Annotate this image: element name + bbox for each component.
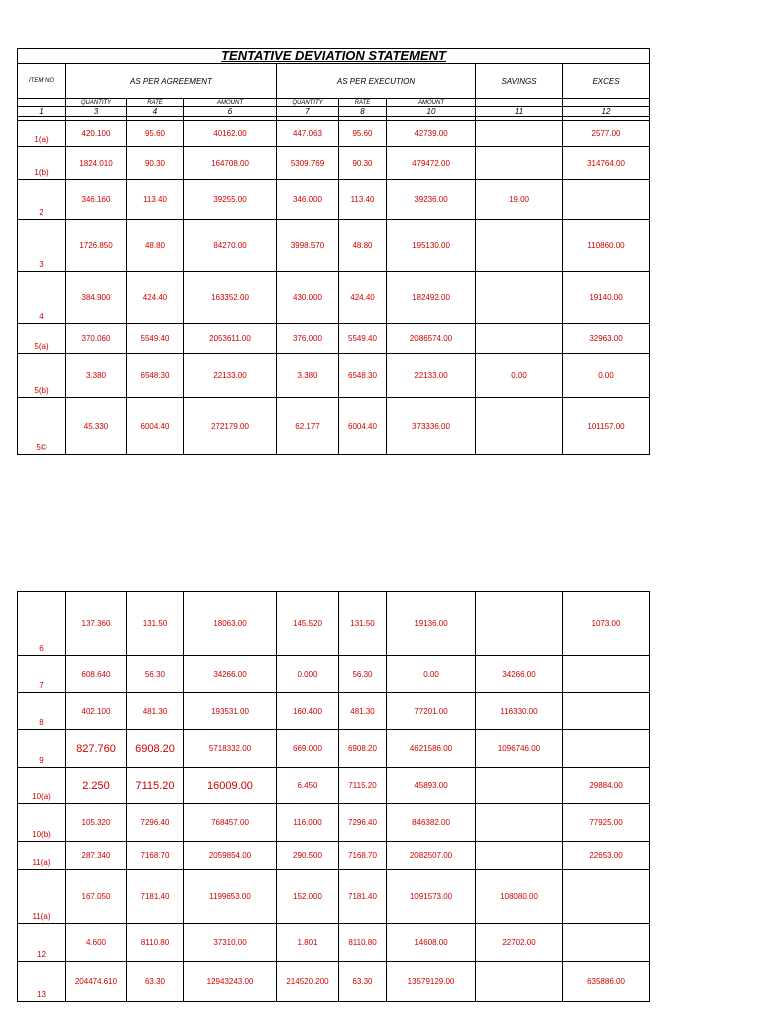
cell-r2: 424.40 [339, 272, 387, 324]
cell-exc: 0.00 [563, 354, 650, 398]
cell-exc: 29884.00 [563, 768, 650, 804]
cell-r1: 7168.70 [127, 842, 184, 870]
table-row [18, 398, 650, 455]
cell-q2: 152.000 [277, 870, 339, 924]
cell-q2: 116.000 [277, 804, 339, 842]
cell-a1: 84270.00 [184, 220, 277, 272]
column-number: 3 [66, 107, 127, 117]
cell-sav: 1096746.00 [476, 730, 563, 768]
cell-sav: 0.00 [476, 354, 563, 398]
cell-q1: 204474.610 [66, 962, 127, 1002]
item-number: 5© [18, 398, 66, 455]
cell-q1: 45.330 [66, 398, 127, 455]
table-row [18, 656, 650, 693]
cell-q1: 370.060 [66, 324, 127, 354]
cell-r2: 56.30 [339, 656, 387, 693]
cell-a1: 163352.00 [184, 272, 277, 324]
cell-r1: 6908.20 [127, 730, 184, 768]
header-as-per-agreement: AS PER AGREEMENT [66, 64, 277, 99]
subheader-amount: AMOUNT [184, 99, 277, 107]
table-row [18, 272, 650, 324]
item-number: 6 [18, 592, 66, 656]
cell-exc: 110860.00 [563, 220, 650, 272]
cell-a1: 12943243.00 [184, 962, 277, 1002]
cell-q1: 346.160 [66, 180, 127, 220]
column-number: 1 [18, 107, 66, 117]
cell-sav [476, 147, 563, 180]
cell-a1: 2053611.00 [184, 324, 277, 354]
cell-q1: 384.900 [66, 272, 127, 324]
cell-r1: 95.60 [127, 121, 184, 147]
subheader-blank [18, 99, 66, 107]
column-number: 4 [127, 107, 184, 117]
cell-q2: 214520.200 [277, 962, 339, 1002]
cell-r1: 424.40 [127, 272, 184, 324]
cell-a1: 5718332.00 [184, 730, 277, 768]
cell-q2: 1.801 [277, 924, 339, 962]
item-number: 12 [18, 924, 66, 962]
table-row [18, 592, 650, 656]
cell-q1: 2.250 [66, 768, 127, 804]
cell-r2: 8110.80 [339, 924, 387, 962]
deviation-table-bottom [17, 591, 650, 1002]
cell-q2: 290.500 [277, 842, 339, 870]
subheader-amount: AMOUNT [387, 99, 476, 107]
cell-r2: 90.30 [339, 147, 387, 180]
cell-a2: 77201.00 [387, 693, 476, 730]
cell-q2: 6.450 [277, 768, 339, 804]
table-row [18, 924, 650, 962]
subheader-rate: RATE [127, 99, 184, 107]
cell-r1: 5549.40 [127, 324, 184, 354]
cell-sav: 116330.00 [476, 693, 563, 730]
page-title: TENTATIVE DEVIATION STATEMENT [18, 49, 650, 64]
header-item-no: ITEM NO [18, 64, 66, 99]
table-row [18, 147, 650, 180]
cell-q1: 167.050 [66, 870, 127, 924]
cell-r1: 56.30 [127, 656, 184, 693]
cell-a2: 1091573.00 [387, 870, 476, 924]
cell-q1: 3.380 [66, 354, 127, 398]
cell-a2: 45893.00 [387, 768, 476, 804]
cell-a2: 13579129.00 [387, 962, 476, 1002]
cell-exc [563, 924, 650, 962]
table-row [18, 121, 650, 147]
cell-sav [476, 592, 563, 656]
item-number: 13 [18, 962, 66, 1002]
cell-q2: 62.177 [277, 398, 339, 455]
cell-r2: 6548.30 [339, 354, 387, 398]
column-number: 11 [476, 107, 563, 117]
item-number: 8 [18, 693, 66, 730]
table-row [18, 324, 650, 354]
table-row [18, 354, 650, 398]
cell-q2: 0.000 [277, 656, 339, 693]
cell-r1: 7115.20 [127, 768, 184, 804]
cell-a2: 846382.00 [387, 804, 476, 842]
cell-a2: 19136.00 [387, 592, 476, 656]
cell-a2: 22133.00 [387, 354, 476, 398]
cell-r2: 113.40 [339, 180, 387, 220]
column-number: 10 [387, 107, 476, 117]
cell-r1: 90.30 [127, 147, 184, 180]
cell-q2: 669.000 [277, 730, 339, 768]
cell-exc [563, 180, 650, 220]
cell-exc: 635886.00 [563, 962, 650, 1002]
header-as-per-execution: AS PER EXECUTION [277, 64, 476, 99]
cell-r1: 63.30 [127, 962, 184, 1002]
cell-sav: 19.00 [476, 180, 563, 220]
cell-sav: 22702.00 [476, 924, 563, 962]
cell-r1: 6548.30 [127, 354, 184, 398]
cell-a2: 4621586.00 [387, 730, 476, 768]
cell-a2: 479472.00 [387, 147, 476, 180]
cell-exc: 19140.00 [563, 272, 650, 324]
cell-a1: 16009.00 [184, 768, 277, 804]
cell-sav [476, 324, 563, 354]
cell-a1: 1199653.00 [184, 870, 277, 924]
item-number: 1(a) [18, 121, 66, 147]
item-number: 2 [18, 180, 66, 220]
cell-q2: 3.380 [277, 354, 339, 398]
cell-exc [563, 730, 650, 768]
cell-r1: 48.80 [127, 220, 184, 272]
cell-sav [476, 121, 563, 147]
item-number: 10(b) [18, 804, 66, 842]
item-number: 7 [18, 656, 66, 693]
cell-r2: 7181.40 [339, 870, 387, 924]
cell-a1: 18063.00 [184, 592, 277, 656]
cell-sav [476, 962, 563, 1002]
cell-r1: 131.50 [127, 592, 184, 656]
deviation-table-top [17, 48, 650, 455]
cell-q1: 1824.010 [66, 147, 127, 180]
table-row [18, 842, 650, 870]
item-number: 11(a) [18, 842, 66, 870]
cell-r1: 113.40 [127, 180, 184, 220]
cell-sav [476, 220, 563, 272]
cell-q2: 430.000 [277, 272, 339, 324]
cell-r2: 63.30 [339, 962, 387, 1002]
table-row [18, 180, 650, 220]
cell-sav [476, 398, 563, 455]
cell-q2: 3998.570 [277, 220, 339, 272]
cell-exc [563, 870, 650, 924]
subheader-quantity: QUANTITY [277, 99, 339, 107]
cell-r2: 7168.70 [339, 842, 387, 870]
item-number: 5(b) [18, 354, 66, 398]
cell-q1: 608.640 [66, 656, 127, 693]
cell-r2: 6908.20 [339, 730, 387, 768]
header-savings: SAVINGS [476, 64, 563, 99]
header-exces: EXCES [563, 64, 650, 99]
cell-q1: 827.760 [66, 730, 127, 768]
cell-q2: 5309.769 [277, 147, 339, 180]
cell-a2: 0.00 [387, 656, 476, 693]
cell-q2: 160.400 [277, 693, 339, 730]
cell-sav [476, 768, 563, 804]
cell-q1: 287.340 [66, 842, 127, 870]
cell-a1: 164708.00 [184, 147, 277, 180]
cell-a1: 37310.00 [184, 924, 277, 962]
column-number: 7 [277, 107, 339, 117]
cell-q2: 447.063 [277, 121, 339, 147]
table-row [18, 768, 650, 804]
cell-sav: 108080.00 [476, 870, 563, 924]
table-row [18, 962, 650, 1002]
cell-a1: 193531.00 [184, 693, 277, 730]
cell-exc [563, 656, 650, 693]
cell-a2: 14608.00 [387, 924, 476, 962]
cell-exc: 22653.00 [563, 842, 650, 870]
item-number: 4 [18, 272, 66, 324]
cell-a1: 34266.00 [184, 656, 277, 693]
table-row [18, 693, 650, 730]
cell-sav [476, 272, 563, 324]
item-number: 5(a) [18, 324, 66, 354]
cell-a2: 182492.00 [387, 272, 476, 324]
cell-a1: 40162.00 [184, 121, 277, 147]
table-row [18, 220, 650, 272]
column-number: 6 [184, 107, 277, 117]
cell-a2: 2082507.00 [387, 842, 476, 870]
cell-r1: 6004.40 [127, 398, 184, 455]
subheader-blank [476, 99, 563, 107]
cell-a1: 768457.00 [184, 804, 277, 842]
cell-r1: 481.30 [127, 693, 184, 730]
cell-a1: 39255.00 [184, 180, 277, 220]
cell-r1: 7296.40 [127, 804, 184, 842]
subheader-quantity: QUANTITY [66, 99, 127, 107]
cell-r2: 48.80 [339, 220, 387, 272]
item-number: 3 [18, 220, 66, 272]
cell-a1: 2059854.00 [184, 842, 277, 870]
cell-exc: 314764.00 [563, 147, 650, 180]
table-row [18, 870, 650, 924]
cell-a1: 272179.00 [184, 398, 277, 455]
cell-a2: 195130.00 [387, 220, 476, 272]
item-number: 9 [18, 730, 66, 768]
cell-exc: 101157.00 [563, 398, 650, 455]
table-row [18, 804, 650, 842]
cell-q1: 137.360 [66, 592, 127, 656]
cell-r2: 7115.20 [339, 768, 387, 804]
cell-r2: 6004.40 [339, 398, 387, 455]
cell-exc: 2577.00 [563, 121, 650, 147]
cell-r2: 131.50 [339, 592, 387, 656]
cell-a2: 39236.00 [387, 180, 476, 220]
cell-exc: 1073.00 [563, 592, 650, 656]
cell-a2: 2086574.00 [387, 324, 476, 354]
cell-q1: 4.600 [66, 924, 127, 962]
cell-sav [476, 842, 563, 870]
item-number: 10(a) [18, 768, 66, 804]
cell-r2: 5549.40 [339, 324, 387, 354]
cell-r1: 7181.40 [127, 870, 184, 924]
cell-q1: 420.100 [66, 121, 127, 147]
cell-exc [563, 693, 650, 730]
cell-q1: 1726.850 [66, 220, 127, 272]
cell-a2: 42739.00 [387, 121, 476, 147]
table-row [18, 730, 650, 768]
cell-q2: 376.000 [277, 324, 339, 354]
cell-q1: 105.320 [66, 804, 127, 842]
cell-q1: 402.100 [66, 693, 127, 730]
cell-r2: 7296.40 [339, 804, 387, 842]
cell-r2: 481.30 [339, 693, 387, 730]
column-number: 12 [563, 107, 650, 117]
item-number: 1(b) [18, 147, 66, 180]
cell-exc: 32963.00 [563, 324, 650, 354]
cell-q2: 346.000 [277, 180, 339, 220]
column-number: 8 [339, 107, 387, 117]
item-number: 11(a) [18, 870, 66, 924]
cell-q2: 145.520 [277, 592, 339, 656]
cell-sav: 34266.00 [476, 656, 563, 693]
cell-r1: 8110.80 [127, 924, 184, 962]
cell-sav [476, 804, 563, 842]
cell-r2: 95.60 [339, 121, 387, 147]
subheader-rate: RATE [339, 99, 387, 107]
cell-exc: 77925.00 [563, 804, 650, 842]
cell-a2: 373336.00 [387, 398, 476, 455]
subheader-blank [563, 99, 650, 107]
cell-a1: 22133.00 [184, 354, 277, 398]
